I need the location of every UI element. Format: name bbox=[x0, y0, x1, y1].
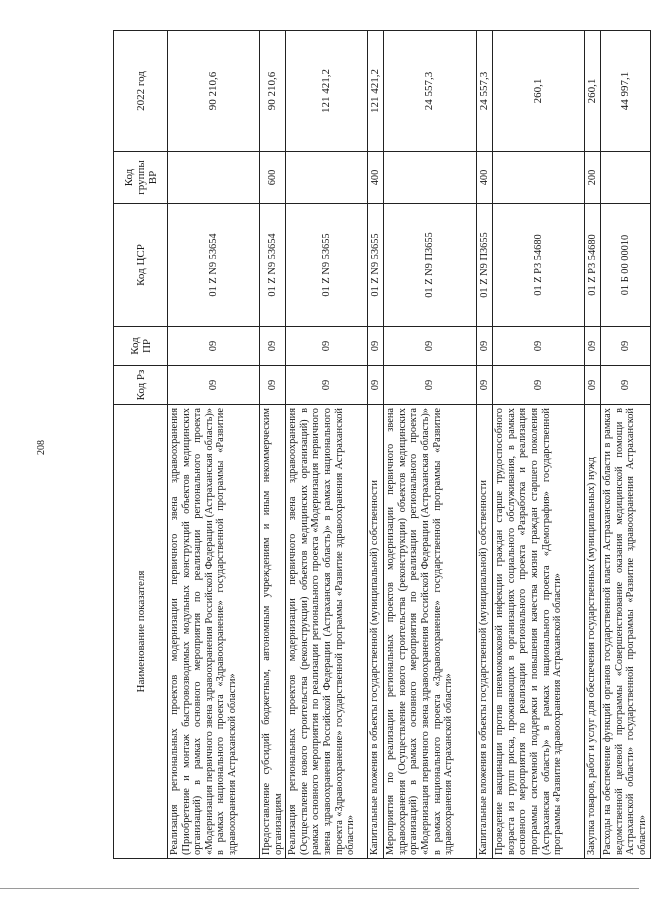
row-vr bbox=[601, 152, 650, 204]
row-vr: 400 bbox=[368, 152, 384, 204]
row-pr: 09 bbox=[368, 327, 384, 366]
row-amount: 260,1 bbox=[493, 31, 585, 152]
row-rz: 09 bbox=[168, 366, 260, 405]
header-name: Наименование показателя bbox=[114, 405, 168, 859]
row-pr: 09 bbox=[384, 327, 477, 366]
row-rz: 09 bbox=[585, 366, 601, 405]
row-amount: 260,1 bbox=[585, 31, 601, 152]
row-csr: 01 Z N9 53654 bbox=[168, 204, 260, 327]
table-row bbox=[477, 31, 493, 859]
row-pr: 09 bbox=[493, 327, 585, 366]
row-csr: 01 Z N9 П3655 bbox=[477, 204, 493, 327]
row-csr: 01 Z P3 54680 bbox=[493, 204, 585, 327]
row-vr bbox=[384, 152, 477, 204]
row-amount: 24 557,3 bbox=[477, 31, 493, 152]
row-amount: 24 557,3 bbox=[384, 31, 477, 152]
row-name: Предоставление субсидий бюджетным, автономным учреждениям и иным некоммерческим организациям bbox=[260, 405, 286, 859]
row-csr: 01 Z P3 54680 bbox=[585, 204, 601, 327]
row-rz: 09 bbox=[286, 366, 368, 405]
table-row bbox=[384, 31, 477, 859]
row-rz: 09 bbox=[493, 366, 585, 405]
row-pr: 09 bbox=[260, 327, 286, 366]
row-vr: 600 bbox=[260, 152, 286, 204]
row-name: Реализация региональных проектов модернизации первичного звена здравоохранения (Осуществление нового строительства (реконструкции) объектов медицинских организаций) в рамках основного мероприятия по реализации регионального проекта «Модернизация первичного звена здравоохранения Российской Федерации (Астраханская область)» в рамках национального проекта «Здравоохранение» государственной программы «Развитие здравоохранения Астраханской области» bbox=[286, 405, 368, 859]
row-vr bbox=[286, 152, 368, 204]
header-rz: Код Рз bbox=[114, 366, 168, 405]
row-amount: 90 210,6 bbox=[168, 31, 260, 152]
row-rz: 09 bbox=[477, 366, 493, 405]
row-amount: 121 421,2 bbox=[368, 31, 384, 152]
row-pr: 09 bbox=[601, 327, 650, 366]
row-vr: 200 bbox=[585, 152, 601, 204]
row-amount: 44 997,1 bbox=[601, 31, 650, 152]
header-pr: Код ПР bbox=[114, 327, 168, 366]
row-name: Расходы на обеспечение функций органов государственной власти Астраханской области в рамках ведомственной целевой программы «Совершенствование оказания медицинской помощи в Астраханской области» государственной программы «Развитие здравоохранения Астраханской области» bbox=[601, 405, 650, 859]
row-rz: 09 bbox=[601, 366, 650, 405]
table-header-row bbox=[114, 31, 168, 859]
row-name: Проведение вакцинации против пневмококковой инфекции граждан старше трудоспособного возраста из групп риска, проживающих в организациях социального обслуживания, в рамках основного мероприятия по реализации регионального проекта «Разработка и реализация программы системной поддержки и повышения качества жизни граждан старшего поколения (Астраханская область)» в рамках национального проекта «Демография» государственной программы «Развитие здравоохранения Астраханской области» bbox=[493, 405, 585, 859]
row-pr: 09 bbox=[477, 327, 493, 366]
row-vr bbox=[493, 152, 585, 204]
row-pr: 09 bbox=[286, 327, 368, 366]
row-rz: 09 bbox=[384, 366, 477, 405]
table-row bbox=[493, 31, 585, 859]
row-csr: 01 Б 00 00010 bbox=[601, 204, 650, 327]
table-row bbox=[168, 31, 260, 859]
table-row bbox=[286, 31, 368, 859]
row-amount: 90 210,6 bbox=[260, 31, 286, 152]
row-rz: 09 bbox=[260, 366, 286, 405]
row-csr: 01 Z N9 53654 bbox=[260, 204, 286, 327]
row-pr: 09 bbox=[168, 327, 260, 366]
row-vr: 400 bbox=[477, 152, 493, 204]
table-row bbox=[368, 31, 384, 859]
table-row bbox=[585, 31, 601, 859]
header-csr: Код ЦСР bbox=[114, 204, 168, 327]
row-rz: 09 bbox=[368, 366, 384, 405]
table-row bbox=[601, 31, 650, 859]
row-amount: 121 421,2 bbox=[286, 31, 368, 152]
row-csr: 01 Z N9 53655 bbox=[286, 204, 368, 327]
row-csr: 01 Z N9 53655 bbox=[368, 204, 384, 327]
header-vr: Код группы ВР bbox=[114, 152, 168, 204]
row-name: Мероприятия по реализации региональных проектов модернизации первичного звена здравоохранения (Осуществление нового строительства (реконструкции) объектов медицинских организаций) в рамках основного мероприятия по реализации регионального проекта «Модернизация первичного звена здравоохранения Российской Федерации (Астраханская область)» в рамках национального проекта «Здравоохранение» государственной программы «Развитие здравоохранения Астраханской области» bbox=[384, 405, 477, 859]
page-edge-rule bbox=[0, 888, 639, 889]
row-name: Капитальные вложения в объекты государственной (муниципальной) собственности bbox=[477, 405, 493, 859]
row-csr: 01 Z N9 П3655 bbox=[384, 204, 477, 327]
row-name: Закупка товаров, работ и услуг для обеспечения государственных (муниципальных) нужд bbox=[585, 405, 601, 859]
row-pr: 09 bbox=[585, 327, 601, 366]
row-vr bbox=[168, 152, 260, 204]
rotated-table-wrapper bbox=[113, 31, 648, 859]
page-number: 208 bbox=[36, 440, 47, 455]
table-row bbox=[260, 31, 286, 859]
header-year: 2022 год bbox=[114, 31, 168, 152]
row-name: Реализация региональных проектов модернизации первичного звена здравоохранения (Приобретение и монтаж быстровозводимых модульных конструкций объектов медицинских организаций) в рамках основного мероприятия по реализации регионального проекта «Модернизация первичного звена здравоохранения Российской Федерации (Астраханская область)» в рамках национального проекта «Здравоохранение» государственной программы «Развитие здравоохранения Астраханской области» bbox=[168, 405, 260, 859]
budget-table bbox=[113, 30, 651, 859]
row-name: Капитальные вложения в объекты государственной (муниципальной) собственности bbox=[368, 405, 384, 859]
